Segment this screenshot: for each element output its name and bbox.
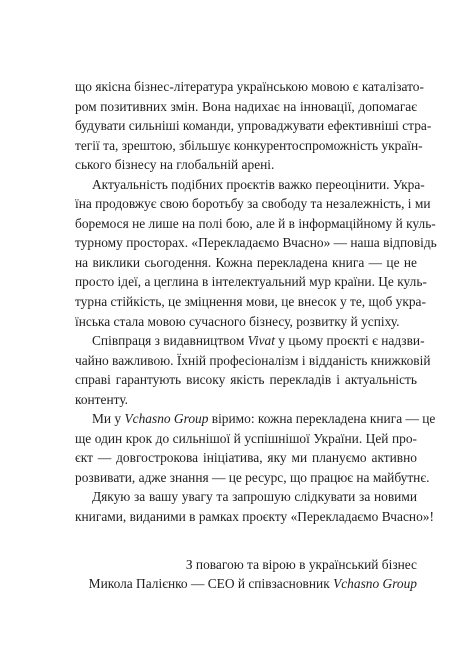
text-run: книгами, виданими в рамках проєкту «Перекладаємо Вчасно»! bbox=[75, 509, 434, 525]
text-run: єкт — довгострокова ініціатива, яку ми плануємо активно bbox=[75, 450, 417, 466]
text-run: їнська стала мовою сучасного бізнесу, розвитку й успіху. bbox=[75, 313, 400, 329]
paragraph bbox=[75, 331, 431, 409]
paragraph bbox=[75, 175, 437, 331]
text-run: Співпраця з видавництвом bbox=[92, 333, 248, 349]
signature-author-name: Микола Палієнко — СЕО й співзасновник bbox=[88, 576, 334, 592]
italic-text: Vivat bbox=[247, 333, 275, 349]
paragraph bbox=[75, 77, 432, 175]
text-line bbox=[75, 351, 431, 371]
signature-gap bbox=[75, 527, 417, 555]
text-run: що якісна бізнес-література українською мовою є каталізато- bbox=[75, 79, 424, 94]
signature-author bbox=[75, 574, 417, 594]
text-run: чайно важливою. Їхній професіоналізм і відданість книжковій bbox=[75, 352, 431, 368]
italic-text: Vchasno Group bbox=[124, 411, 209, 427]
text-line bbox=[75, 253, 417, 273]
text-line bbox=[75, 448, 417, 468]
text-line bbox=[75, 507, 434, 527]
paragraph-list bbox=[75, 77, 437, 527]
text-line bbox=[75, 429, 417, 449]
text-run: просто ідеї, а цеглина в інтелектуальний мур країни. Це куль- bbox=[75, 274, 427, 290]
text-line bbox=[75, 136, 423, 156]
text-run: будувати сильніші команди, упроваджувати ефективніші стра- bbox=[75, 118, 432, 134]
text-run: турна стійкість, це зміцнення мови, це внесок у те, щоб укра- bbox=[75, 294, 426, 310]
paragraph bbox=[75, 409, 436, 487]
text-run: контенту. bbox=[75, 391, 129, 407]
text-run: ром позитивних змін. Вона надихає на інновації, допомагає bbox=[75, 98, 417, 114]
text-line bbox=[75, 155, 417, 175]
text-line bbox=[75, 312, 417, 332]
text-run: тегії та, зрештою, збільшує конкурентоспроможність україн- bbox=[75, 137, 423, 153]
text-run: справі гарантують високу якість перекладів і актуальність bbox=[75, 372, 417, 388]
text-line bbox=[75, 175, 425, 195]
signature-closing: З повагою та вірою в український бізнес bbox=[185, 556, 417, 572]
signature-block bbox=[75, 555, 417, 594]
text-run: віримо: кожна перекладена книга — це bbox=[208, 411, 436, 427]
text-line bbox=[75, 77, 424, 97]
text-line bbox=[75, 233, 437, 253]
paragraph bbox=[75, 487, 434, 526]
text-line bbox=[75, 194, 431, 214]
text-line bbox=[75, 390, 417, 410]
body-text bbox=[75, 77, 437, 594]
text-run: Ми у bbox=[92, 411, 125, 427]
text-run: розвивати, адже знання — це ресурс, що працює на майбутнє. bbox=[75, 469, 430, 485]
text-run: у цьому проєкті є надзви- bbox=[274, 333, 425, 349]
text-line bbox=[75, 97, 417, 117]
text-run: боремося не лише на полі бою, але й в інформаційному й куль- bbox=[75, 215, 436, 231]
text-run: їна продовжує свою боротьбу за свободу та незалежність, і ми bbox=[75, 196, 431, 212]
text-line bbox=[75, 292, 426, 312]
text-line bbox=[75, 409, 436, 429]
text-line bbox=[75, 487, 417, 507]
text-line bbox=[75, 370, 417, 390]
text-line bbox=[75, 468, 430, 488]
signature-company: Vchasno Group bbox=[333, 576, 417, 592]
text-run: ще один крок до сильнішої й успішнішої України. Цей про- bbox=[75, 430, 417, 446]
text-line bbox=[75, 116, 432, 136]
text-line bbox=[75, 331, 425, 351]
text-line bbox=[75, 214, 436, 234]
text-run: Дякую за вашу увагу та запрошую слідкувати за новими bbox=[92, 489, 417, 505]
text-run: турному просторах. «Перекладаємо Вчасно» — наша відповідь bbox=[75, 235, 437, 251]
text-line bbox=[75, 272, 427, 292]
text-run: Актуальність подібних проєктів важко переоцінити. Укра- bbox=[92, 176, 425, 192]
text-run: ського бізнесу на глобальній арені. bbox=[75, 157, 275, 173]
text-run: на виклики сьогодення. Кожна перекладена книга — це не bbox=[75, 254, 417, 270]
